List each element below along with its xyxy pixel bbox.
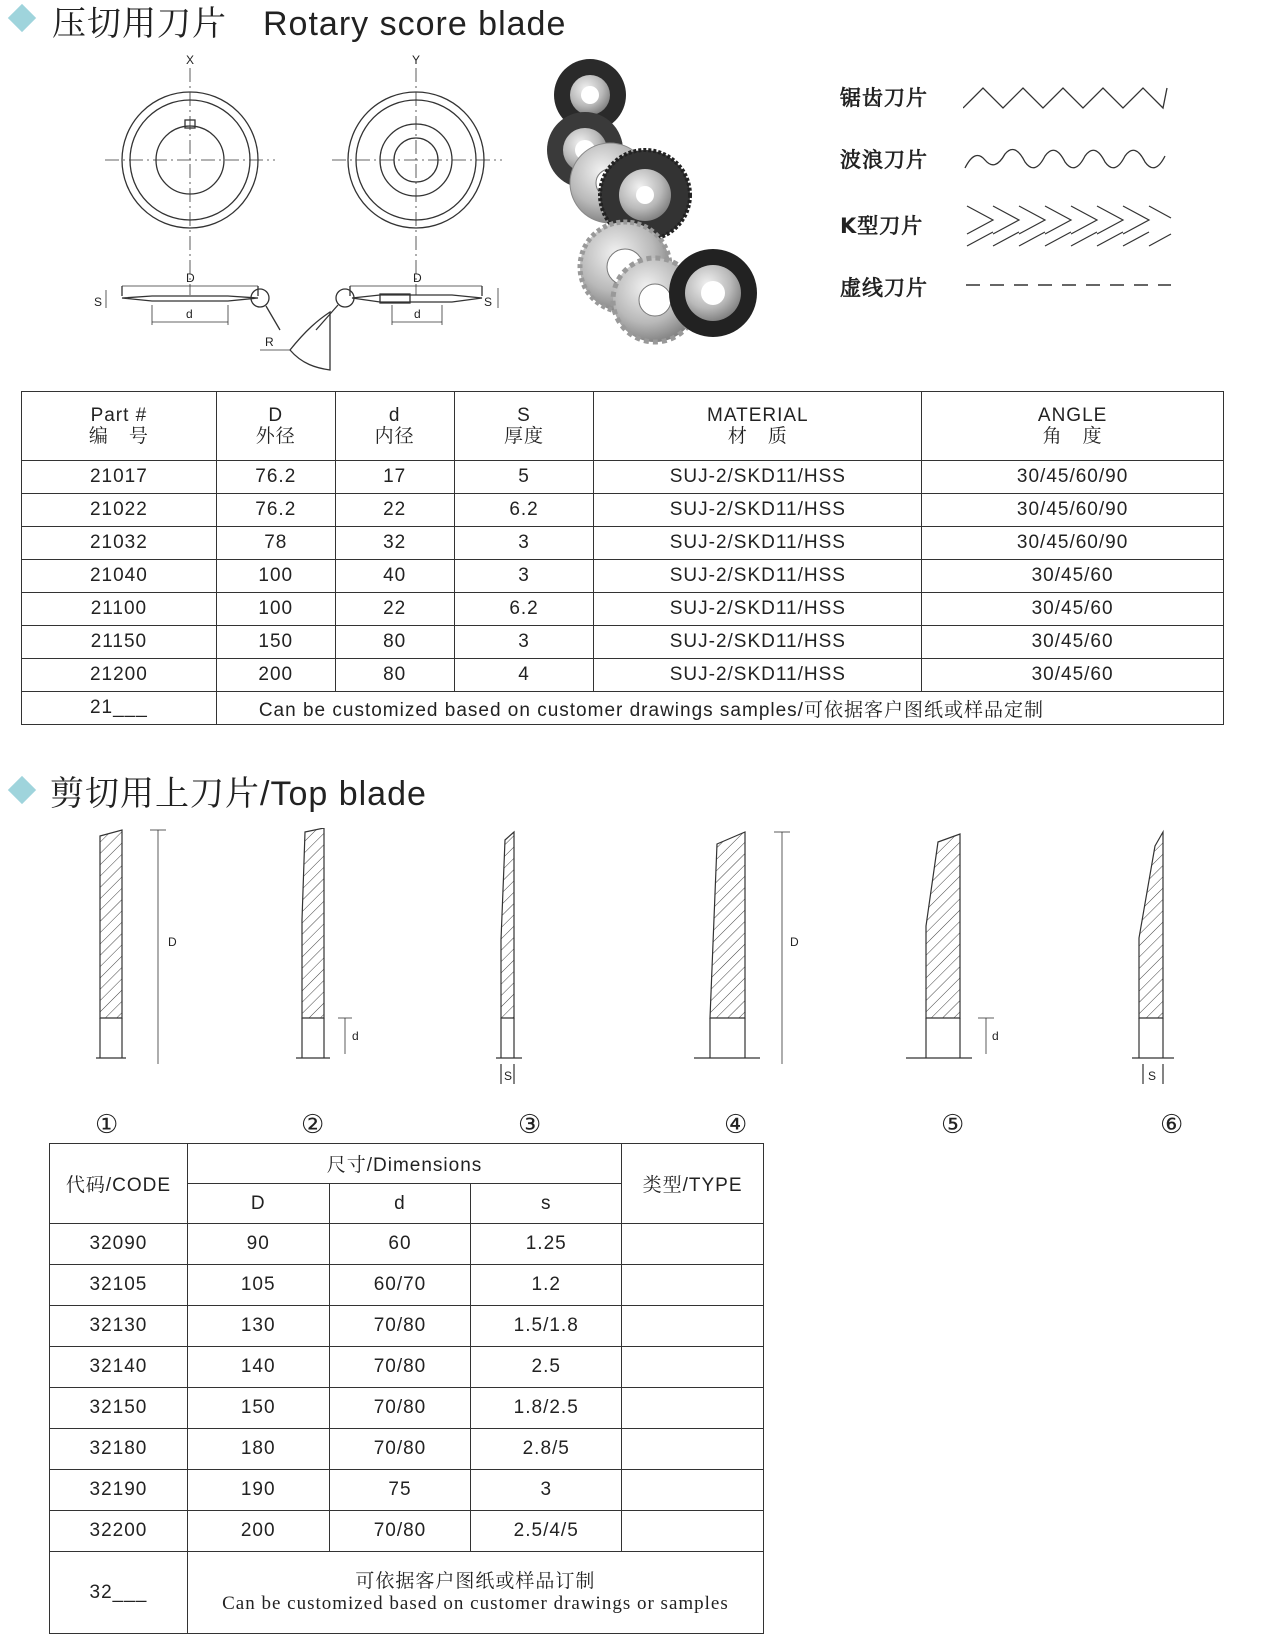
type-number-2: ② bbox=[301, 1110, 325, 1140]
legend-label-k: K型刀片 bbox=[840, 214, 924, 238]
header-dimensions: 尺寸/Dimensions bbox=[187, 1144, 621, 1184]
label-d-outer-left: D bbox=[186, 271, 195, 285]
header-inner-diameter: d 内径 bbox=[335, 392, 454, 461]
legend-label-dashed: 虚线刀片 bbox=[840, 276, 928, 300]
table-row: 32200 200 70/80 2.5/4/5 bbox=[50, 1511, 764, 1552]
chevron-line-icon bbox=[963, 204, 1173, 248]
table-row: 32105 105 60/70 1.2 bbox=[50, 1265, 764, 1306]
table-row: 21040 100 40 3 SUJ-2/SKD11/HSS 30/45/60 bbox=[22, 560, 1224, 593]
table-row: 32180 180 70/80 2.8/5 bbox=[50, 1429, 764, 1470]
table-row: 32130 130 70/80 1.5/1.8 bbox=[50, 1306, 764, 1347]
custom-code: 21___ bbox=[22, 692, 217, 725]
label-d-outer-4: D bbox=[790, 935, 799, 949]
header-material: MATERIAL 材 质 bbox=[594, 392, 922, 461]
label-s-left: S bbox=[94, 295, 103, 309]
subheader-d-outer: D bbox=[187, 1184, 329, 1224]
custom-code: 32___ bbox=[50, 1552, 188, 1634]
subheader-d-inner: d bbox=[329, 1184, 471, 1224]
type-number-6: ⑥ bbox=[1160, 1110, 1184, 1140]
header-outer-diameter: D 外径 bbox=[216, 392, 335, 461]
table-row: 21032 78 32 3 SUJ-2/SKD11/HSS 30/45/60/90 bbox=[22, 527, 1224, 560]
title-cn: 压切用刀片 bbox=[52, 5, 227, 43]
table-row: 21200 200 80 4 SUJ-2/SKD11/HSS 30/45/60 bbox=[22, 659, 1224, 692]
custom-note-en: Can be customized based on customer drawings or samples bbox=[222, 1592, 729, 1614]
label-r: R bbox=[265, 335, 274, 349]
label-d-inner-5: d bbox=[992, 1029, 999, 1043]
wave-line-icon bbox=[963, 146, 1173, 174]
table-row: 21022 76.2 22 6.2 SUJ-2/SKD11/HSS 30/45/60/90 bbox=[22, 494, 1224, 527]
header-angle: ANGLE 角 度 bbox=[922, 392, 1224, 461]
section-title-top-blade: 剪切用上刀片/Top blade bbox=[50, 775, 427, 813]
header-part: Part # 编 号 bbox=[22, 392, 217, 461]
custom-note: Can be customized based on customer drawings samples/可依据客户图纸或样品定制 bbox=[216, 692, 1223, 725]
table-row: 21150 150 80 3 SUJ-2/SKD11/HSS 30/45/60 bbox=[22, 626, 1224, 659]
table-header-row bbox=[50, 1144, 764, 1184]
custom-note-cn: 可依据客户图纸或样品订制 bbox=[355, 1570, 596, 1592]
table-row-custom bbox=[22, 692, 1224, 725]
custom-note bbox=[187, 1552, 763, 1634]
rotary-blade-drawing bbox=[80, 50, 520, 390]
label-y: Y bbox=[412, 53, 421, 67]
label-x: X bbox=[186, 53, 195, 67]
table-row: 21100 100 22 6.2 SUJ-2/SKD11/HSS 30/45/60 bbox=[22, 593, 1224, 626]
table-row-custom bbox=[50, 1552, 764, 1634]
section-title-rotary bbox=[52, 0, 566, 45]
table-row: 32090 90 60 1.25 bbox=[50, 1224, 764, 1265]
rotary-blades-photo bbox=[545, 55, 790, 355]
top-blade-table bbox=[49, 1143, 764, 1634]
label-d-inner-left: d bbox=[186, 307, 193, 321]
section-bullet-icon bbox=[8, 4, 36, 32]
type-number-5: ⑤ bbox=[941, 1110, 965, 1140]
table-row: 32190 190 75 3 bbox=[50, 1470, 764, 1511]
label-d-outer-right: D bbox=[413, 271, 422, 285]
header-thickness: S 厚度 bbox=[454, 392, 594, 461]
label-d-inner-right: d bbox=[414, 307, 421, 321]
label-d-inner-2: d bbox=[352, 1029, 359, 1043]
legend-label-serrated: 锯齿刀片 bbox=[840, 86, 928, 110]
type-number-3: ③ bbox=[518, 1110, 542, 1140]
table-row: 32150 150 70/80 1.8/2.5 bbox=[50, 1388, 764, 1429]
label-s-3: S bbox=[504, 1069, 513, 1083]
table-row: 21017 76.2 17 5 SUJ-2/SKD11/HSS 30/45/60/90 bbox=[22, 461, 1224, 494]
type-number-4: ④ bbox=[724, 1110, 748, 1140]
subheader-s: s bbox=[471, 1184, 622, 1224]
table-row: 32140 140 70/80 2.5 bbox=[50, 1347, 764, 1388]
label-s-right: S bbox=[484, 295, 493, 309]
header-type: 类型/TYPE bbox=[622, 1144, 764, 1224]
label-s-6: S bbox=[1148, 1069, 1157, 1083]
dashed-line-icon bbox=[966, 282, 1171, 288]
rotary-blade-table bbox=[21, 391, 1224, 725]
header-code: 代码/CODE bbox=[50, 1144, 188, 1224]
label-d-outer-1: D bbox=[168, 935, 177, 949]
table-header-row bbox=[22, 392, 1224, 461]
title-en: Rotary score blade bbox=[263, 5, 567, 43]
legend-label-wave: 波浪刀片 bbox=[840, 148, 928, 172]
zigzag-line-icon bbox=[963, 84, 1168, 112]
type-number-1: ① bbox=[95, 1110, 119, 1140]
section-bullet-icon bbox=[8, 776, 36, 804]
top-blade-profiles-drawing bbox=[80, 828, 1210, 1098]
